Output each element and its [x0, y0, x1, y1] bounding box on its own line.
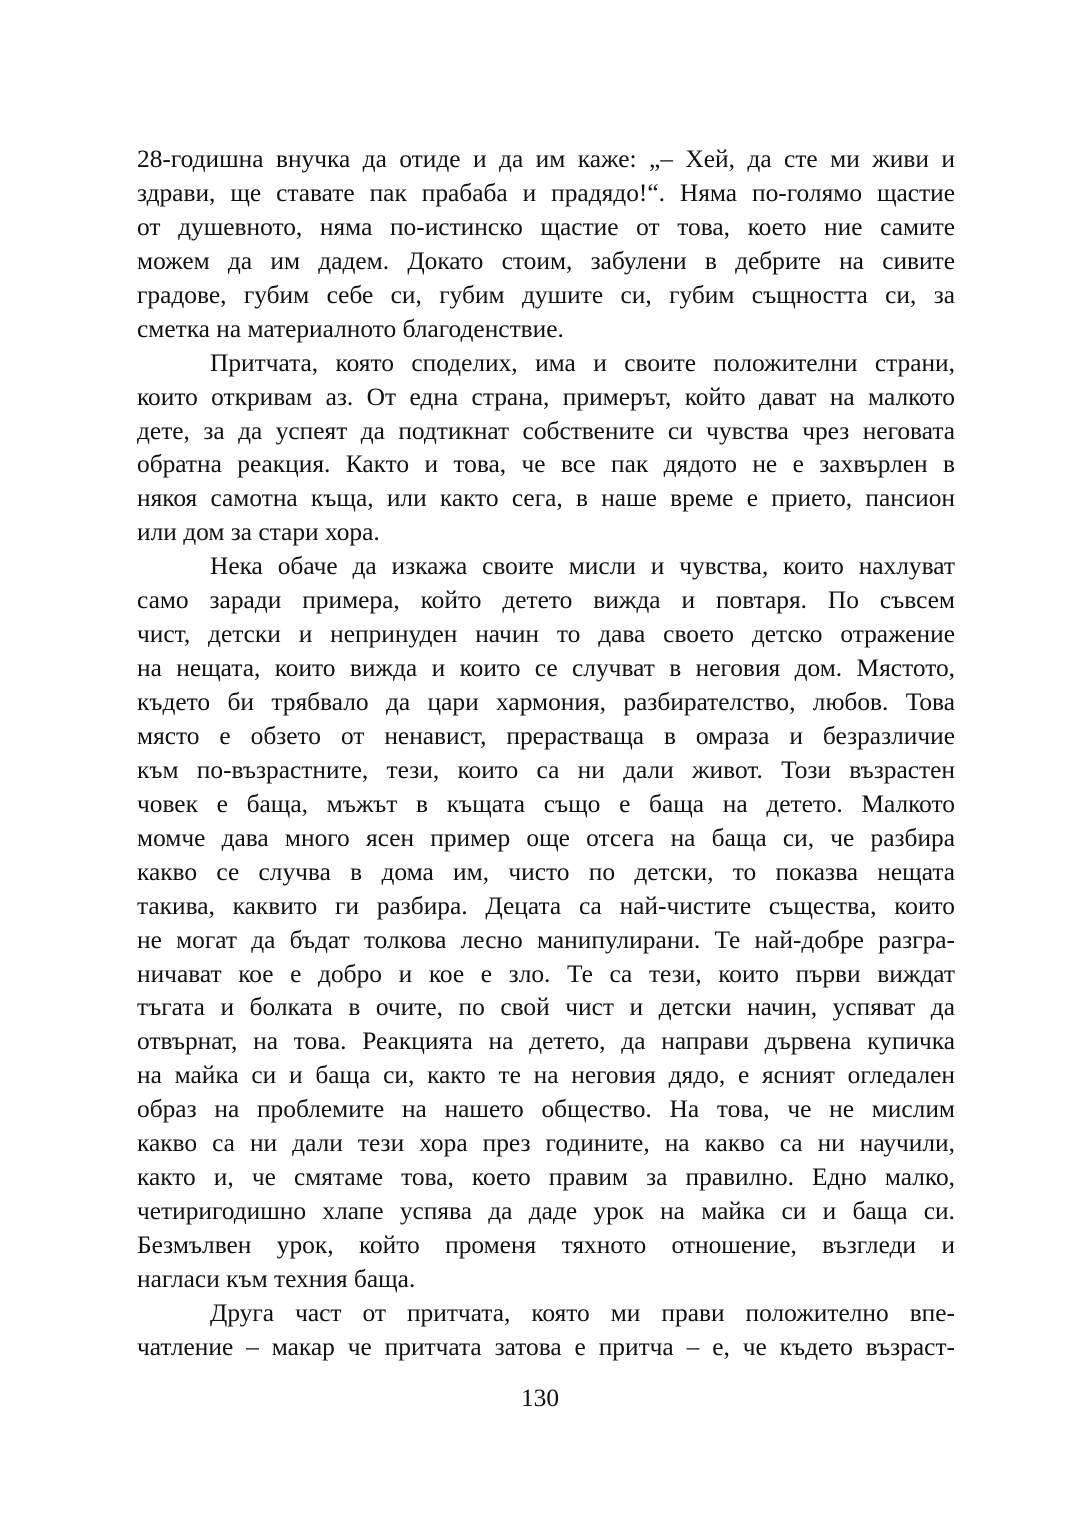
text-line: само заради примера, който детето вижда и повтаря. По съвсем [137, 586, 955, 615]
text-line: чист, детски и непринуден начин то дава своето детско отражение [137, 620, 955, 649]
text-line: към по-възрастните, тези, които са ни дали живот. Този възрастен [137, 755, 955, 784]
text-line: място е обзето от ненавист, прерастваща в омраза и безразличие [137, 721, 955, 750]
body-text [137, 143, 955, 1365]
text-line: Друга част от притчата, която ми прави положително впе- [210, 1298, 955, 1327]
paragraph-2 [137, 347, 955, 551]
text-line: на майка си и баща си, както те на неговия дядо, е ясният огледален [137, 1061, 955, 1090]
text-line: Притчата, която споделих, има и своите положителни страни, [210, 348, 955, 377]
text-line: здрави, ще ставате пак прабаба и прадядо!“. Няма по-голямо щастие [137, 178, 955, 207]
text-line: както и, че смятаме това, което правим за правилно. Едно малко, [137, 1163, 955, 1192]
text-line: където би трябвало да цари хармония, разбирателство, любов. Това [137, 688, 955, 716]
text-line: момче дава много ясен пример още отсега на баща си, че разбира [137, 823, 955, 852]
paragraph-4 [137, 1297, 955, 1365]
text-line: не могат да бъдат толкова лесно манипулирани. Те най-добре разгра- [137, 925, 955, 954]
text-line: Безмълвен урок, който променя тяхното отношение, възгледи и [137, 1231, 955, 1259]
text-line: четиригодишно хлапе успява да даде урок на майка си и баща си. [137, 1197, 955, 1226]
text-line: обратна реакция. Както и това, че все пак дядото не е захвърлен в [137, 450, 955, 479]
text-line: сметка на материалното благоденствие. [137, 314, 564, 343]
text-line: дете, за да успеят да подтикнат собствените си чувства чрез неговата [137, 416, 955, 445]
text-line: човек е баща, мъжът в къщата също е баща на детето. Малкото [137, 789, 955, 818]
text-line: чатление – макар че притчата затова е притча – е, че където възраст- [137, 1332, 955, 1361]
text-line: които откривам аз. От една страна, примерът, който дават на малкото [137, 382, 955, 411]
text-line: 28-годишна внучка да отиде и да им каже: „– Хей, да сте ми живи и [137, 145, 955, 173]
text-line: от душевното, няма по-истинско щастие от това, което ние самите [137, 212, 955, 241]
text-line: на нещата, които вижда и които се случват в неговия дом. Мястото, [137, 654, 955, 683]
text-line: Нека обаче да изкажа своите мисли и чувства, които нахлуват [210, 552, 955, 581]
text-line: такива, каквито ги разбира. Децата са най-чистите същества, които [137, 891, 955, 920]
text-line: градове, губим себе си, губим душите си, губим същността си, за [137, 280, 955, 309]
text-line: можем да им дадем. Докато стоим, забулени в дебрите на сивите [137, 246, 955, 275]
text-line: ничават кое е добро и кое е зло. Те са тези, които първи виждат [137, 959, 955, 988]
text-line: или дом за стари хора. [137, 518, 380, 547]
paragraph-1 [137, 143, 955, 347]
text-line: какво се случва в дома им, чисто по детски, то показва нещата [137, 857, 955, 886]
text-line: нагласи към техния баща. [137, 1264, 416, 1293]
page-number: 130 [520, 1384, 560, 1412]
text-line: образ на проблемите на нашето общество. На това, че не мислим [137, 1095, 955, 1124]
text-line: отвърнат, на това. Реакцията на детето, да направи дървена купичка [137, 1027, 955, 1056]
paragraph-3 [137, 550, 955, 1297]
text-line: тъгата и болката в очите, по свой чист и детски начин, успяват да [137, 993, 955, 1022]
text-line: какво са ни дали тези хора през годините, на какво са ни научили, [137, 1129, 955, 1158]
text-line: някоя самотна къща, или както сега, в наше време е прието, пансион [137, 484, 955, 513]
